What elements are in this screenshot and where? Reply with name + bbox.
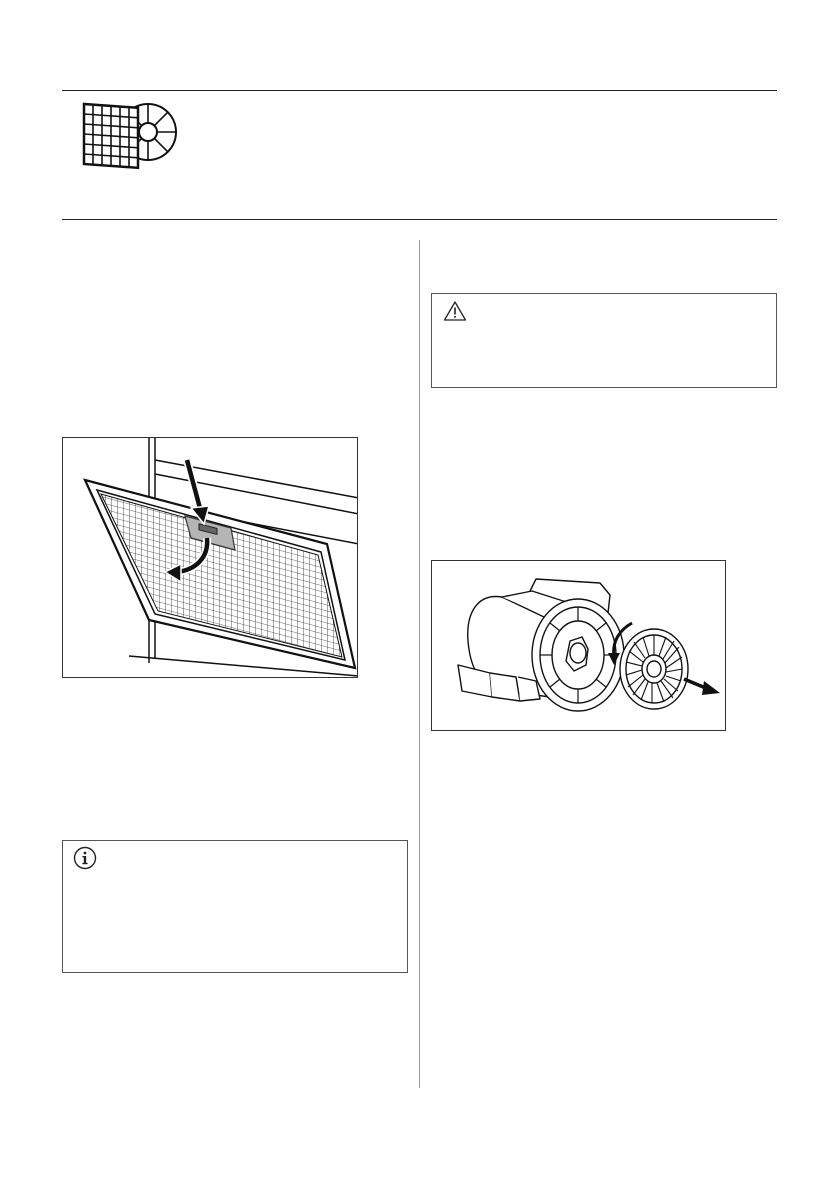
column-divider bbox=[419, 240, 420, 1088]
header-bottom-rule bbox=[62, 219, 777, 220]
charcoal-filter-removal-illustration bbox=[431, 560, 726, 731]
header-top-rule bbox=[62, 90, 777, 91]
filter-and-fan-icon bbox=[78, 96, 180, 178]
info-icon bbox=[73, 846, 97, 870]
grease-filter-removal-illustration bbox=[62, 437, 358, 678]
info-box bbox=[62, 840, 408, 973]
warning-box bbox=[431, 293, 777, 388]
warning-triangle-icon bbox=[443, 300, 467, 322]
